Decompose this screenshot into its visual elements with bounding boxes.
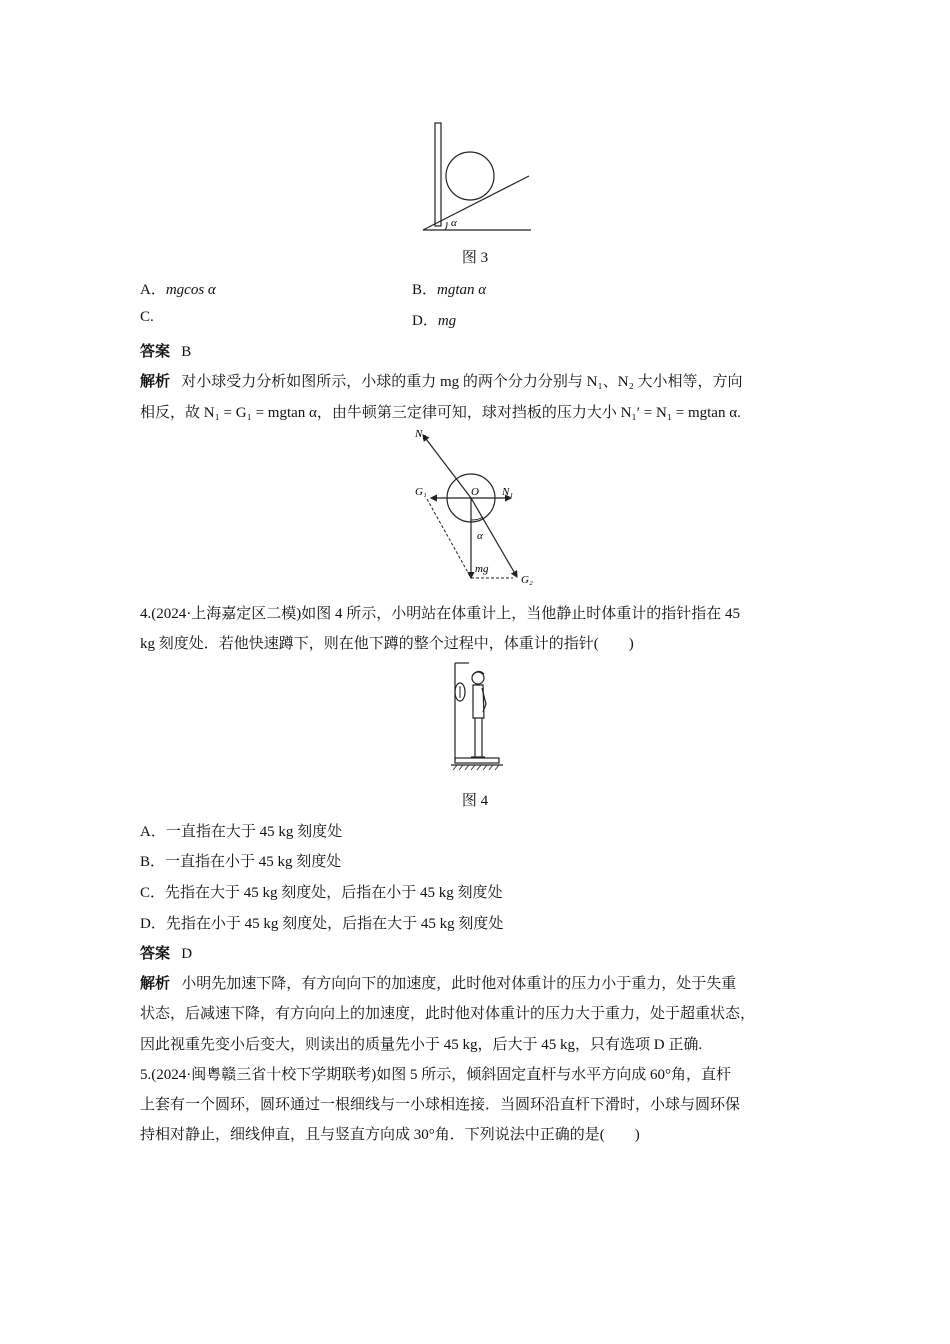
answer-label: 答案 xyxy=(140,946,171,962)
option-c xyxy=(140,309,154,326)
g1-label: G₁ xyxy=(415,486,427,498)
q5-stem-line-2: 上套有一个圆环，圆环通过一根细线与一小球相连接．当圆环沿直杆下滑时，小球与圆环保 xyxy=(140,1097,741,1113)
q4-option-a: A．一直指在大于 45 kg 刻度处 xyxy=(140,824,343,840)
analysis-label: 解析 xyxy=(140,374,171,390)
alpha-label: α xyxy=(477,530,483,542)
option-a-letter: A． xyxy=(140,282,166,298)
ball-circle xyxy=(446,152,494,200)
answer-label: 答案 xyxy=(140,344,171,360)
option-b-letter: B． xyxy=(412,282,438,298)
angle-arc xyxy=(445,222,447,230)
figure-3-diagram xyxy=(415,118,535,236)
q5-stem-line-1: 5.(2024·闽粤赣三省十校下学期联考)如图 5 所示，倾斜固定直杆与水平方向成 60°角，直杆 xyxy=(140,1067,731,1083)
q3-analysis-line-2: 相反，故 N₁ = G₁ = mgtan α，由牛顿第三定律可知，球对挡板的压力大小 N₁′ = N₁ = mgtan α. xyxy=(140,405,741,421)
q4-stem-line-1: 4.(2024·上海嘉定区二模)如图 4 所示，小明站在体重计上，当他静止时体重计的指针指在 45 xyxy=(140,606,740,622)
answer-value: D xyxy=(181,946,193,962)
figure-4-diagram xyxy=(445,660,510,775)
mg-label: mg xyxy=(475,563,489,575)
figure-4-caption: 图 4 xyxy=(461,793,489,809)
option-b-text: mgtan α xyxy=(437,282,487,298)
analysis-text: 小明先加速下降，有方向向下的加速度，此时他对体重计的压力小于重力，处于失重 xyxy=(181,976,737,992)
q4-analysis-line-3: 因此视重先变小后变大，则读出的质量先小于 45 kg，后大于 45 kg，只有选项 D 正确. xyxy=(140,1037,703,1053)
q4-answer xyxy=(140,942,192,963)
q4-option-b: B．一直指在小于 45 kg 刻度处 xyxy=(140,854,342,870)
q3-analysis-line-1 xyxy=(140,370,743,391)
o-label: O xyxy=(471,486,479,498)
figure-3-caption: 图 3 xyxy=(461,250,489,266)
dashed-line-left xyxy=(427,499,471,578)
scale-platform xyxy=(455,758,499,763)
alpha-label: α xyxy=(451,217,457,229)
n2-arrow xyxy=(423,435,471,498)
answer-value: B xyxy=(181,344,192,360)
force-diagram xyxy=(405,425,550,590)
n1-label: N₁ xyxy=(502,486,514,498)
wall-board xyxy=(435,123,441,226)
q3-answer xyxy=(140,340,191,361)
option-d-text: mg xyxy=(437,313,457,329)
q4-analysis-line-1 xyxy=(140,972,736,993)
option-a-text: mgcos α xyxy=(165,282,216,298)
q4-analysis-line-2: 状态，后减速下降，有方向向上的加速度，此时他对体重计的压力大于重力，处于超重状态， xyxy=(140,1006,756,1022)
q4-option-c: C．先指在大于 45 kg 刻度处，后指在小于 45 kg 刻度处 xyxy=(140,885,503,901)
option-a xyxy=(140,278,216,299)
g2-label: G₂ xyxy=(521,574,533,586)
q5-stem-line-3: 持相对静止，细线伸直，且与竖直方向成 30°角．下列说法中正确的是( ) xyxy=(140,1127,640,1143)
q4-option-d: D．先指在小于 45 kg 刻度处，后指在大于 45 kg 刻度处 xyxy=(140,916,504,932)
n2-label: N₂ xyxy=(415,428,427,440)
q4-stem-line-2: kg 刻度处．若他快速蹲下，则在他下蹲的整个过程中，体重计的指针( ) xyxy=(140,636,634,652)
analysis-text: 对小球受力分析如图所示，小球的重力 mg 的两个分力分别与 N₁、N₂ 大小相等，方向 xyxy=(181,374,743,390)
analysis-label: 解析 xyxy=(140,976,171,992)
incline-line xyxy=(423,176,529,230)
option-c-letter: C. xyxy=(140,309,154,325)
option-b xyxy=(412,278,486,299)
option-d-letter: D． xyxy=(412,313,438,329)
option-d xyxy=(412,309,456,330)
